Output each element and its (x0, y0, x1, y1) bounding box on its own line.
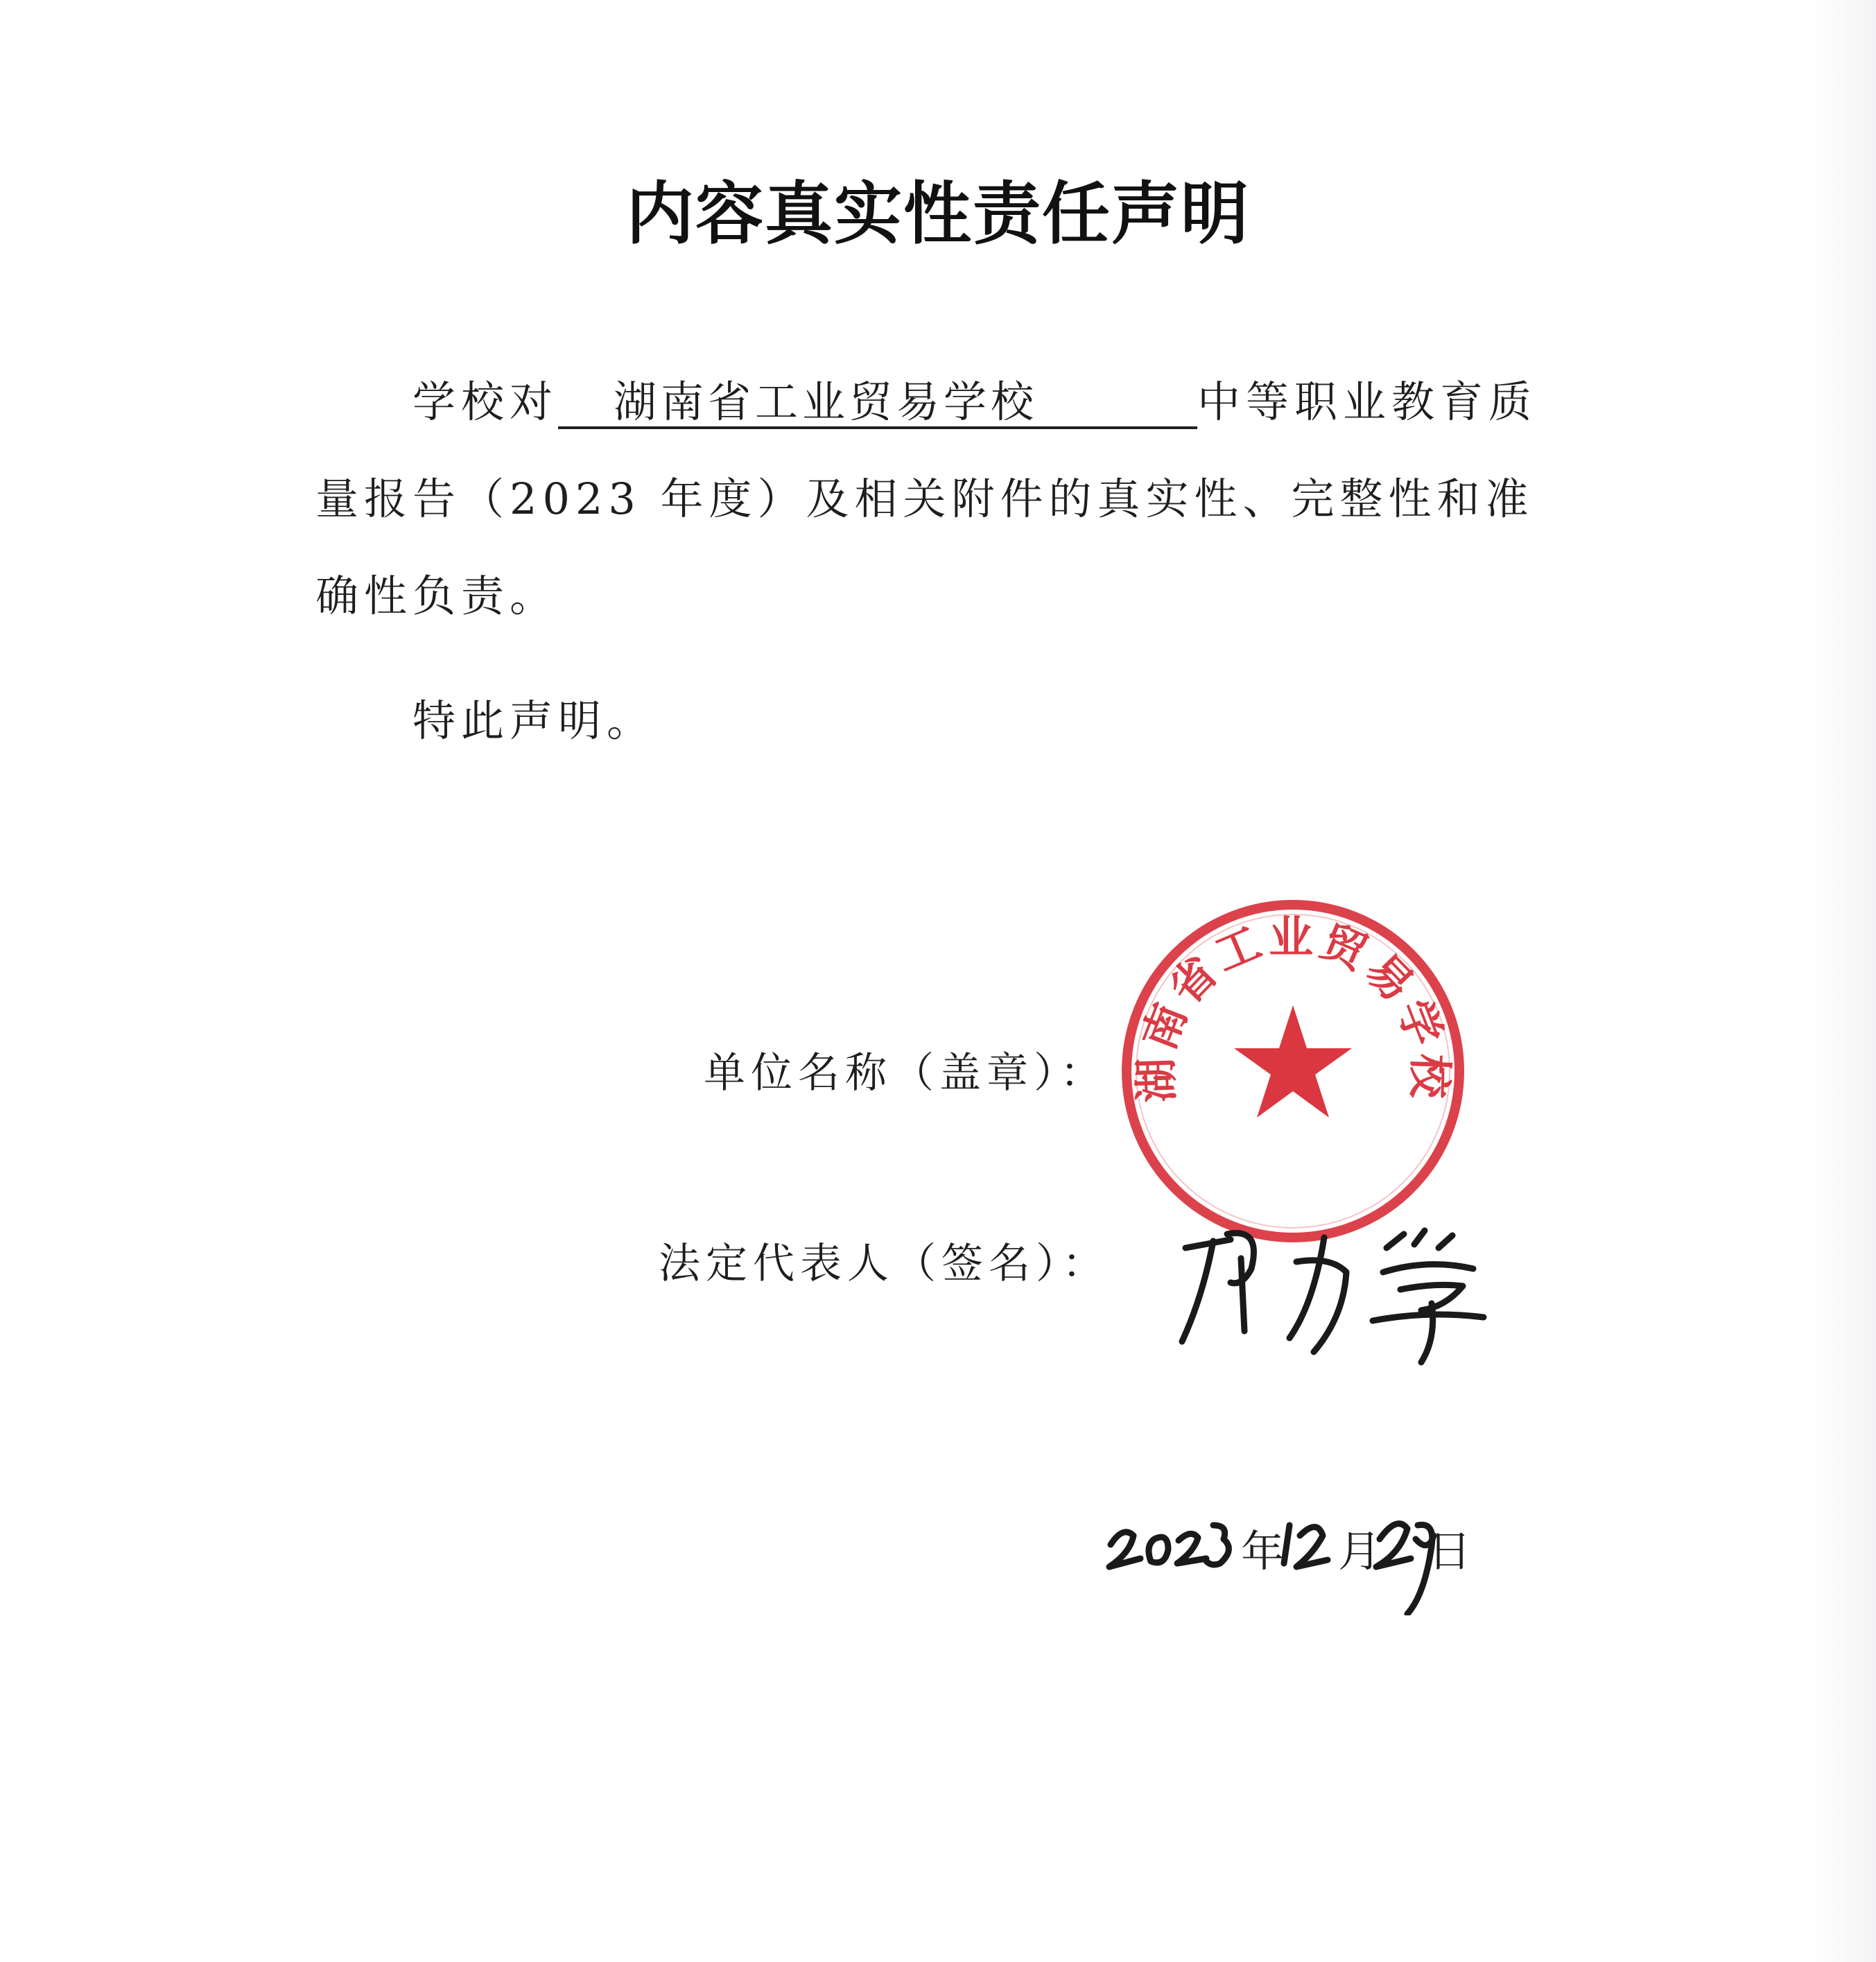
month-digit-2-stroke (1296, 1527, 1328, 1568)
date-month-char: 月 (1338, 1526, 1382, 1577)
school-name-field (558, 378, 1197, 429)
document-title: 内容真实性责任声明 (625, 175, 1250, 254)
legal-representative-label: 法定代表人（签名）： (659, 1240, 1109, 1288)
statement-paragraph (315, 354, 1577, 645)
official-seal (1116, 894, 1470, 1248)
date-line (1102, 1497, 1491, 1615)
closing-statement: 特此声明。 (412, 695, 656, 746)
year-digit-2b-stroke (1177, 1534, 1206, 1563)
seal-text: 湖南省工业贸易学校 (1131, 912, 1455, 1104)
handwritten-signature (1165, 1220, 1497, 1366)
year-digit-3-stroke (1206, 1525, 1228, 1565)
school-name: 湖南省工业贸易学校 (614, 376, 1039, 427)
date-year-char: 年 (1241, 1526, 1285, 1577)
day-digit-2-stroke (1376, 1524, 1411, 1567)
unit-name-label: 单位名称（盖章）： (704, 1049, 1107, 1097)
month-digit-1-stroke (1284, 1525, 1289, 1563)
year-digit-0-stroke (1149, 1537, 1168, 1563)
statement-prefix: 学校对 (412, 376, 559, 427)
page-edge-shadow (1814, 0, 1876, 1962)
year-digit-2-stroke (1109, 1532, 1140, 1567)
date-day-char: 日 (1428, 1526, 1472, 1577)
statement-body: 中等职业教育质量报告（2023 年度）及相关附件的真实性、完整性和准确性负责。 (315, 376, 1538, 621)
seal-star-icon (1234, 1005, 1352, 1118)
